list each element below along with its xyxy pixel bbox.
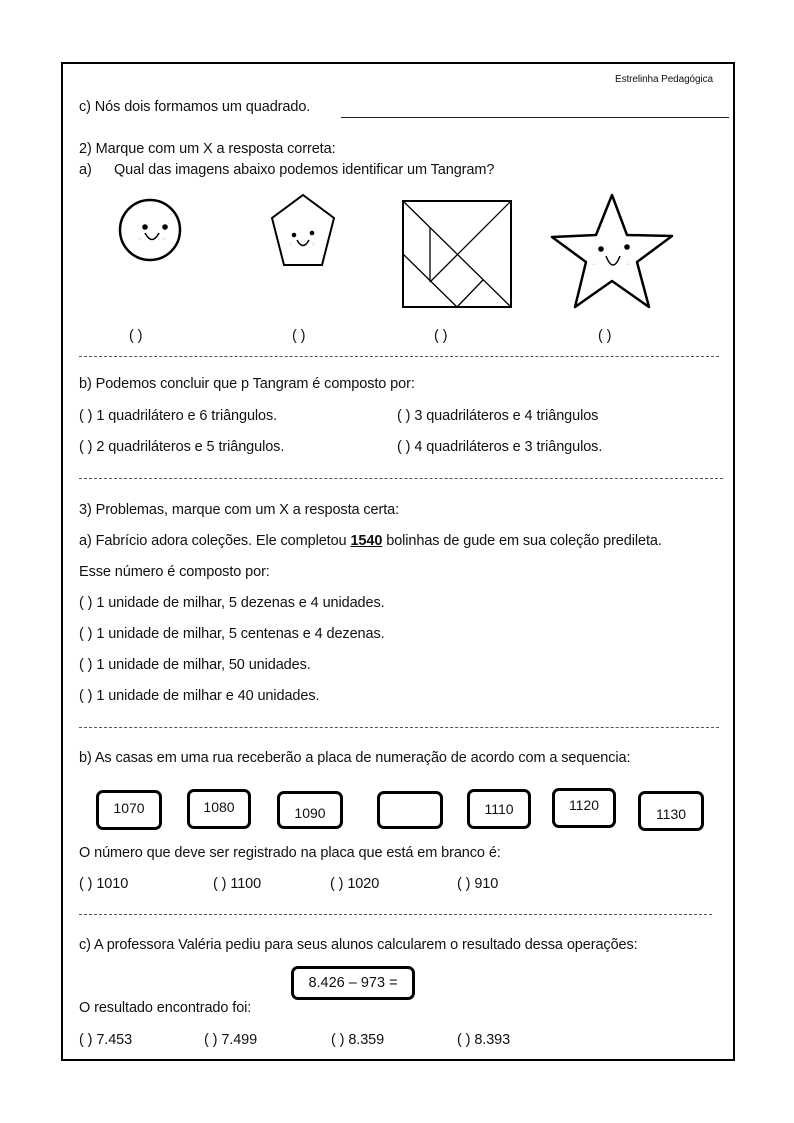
option-3c-3[interactable]: ( ) 8.359 <box>331 1032 385 1048</box>
option-3b-1[interactable]: ( ) 1010 <box>79 876 129 892</box>
option-2b-3[interactable]: ( ) 2 quadriláteros e 5 triângulos. <box>79 439 285 455</box>
option-3b-4[interactable]: ( ) 910 <box>457 876 499 892</box>
pentagon-shape <box>272 195 334 265</box>
question-3a-text <box>79 533 662 549</box>
question-2a-label: a) <box>79 162 92 178</box>
divider <box>79 356 719 357</box>
option-3a-1[interactable]: ( ) 1 unidade de milhar, 5 dezenas e 4 unidades. <box>79 595 385 611</box>
eye-right <box>310 231 315 236</box>
house-plate: 1080 <box>187 789 251 829</box>
star-shape <box>552 195 672 307</box>
circle-shape <box>120 200 180 260</box>
checkbox-pentagon[interactable]: ( ) <box>292 328 306 344</box>
house-plate: 1070 <box>96 790 162 830</box>
brand-label: Estrelinha Pedagógica <box>615 74 713 85</box>
question-3c-prompt: O resultado encontrado foi: <box>79 1000 252 1016</box>
question-3a-subtext: Esse número é composto por: <box>79 564 270 580</box>
cheek-right: ∴ <box>163 236 167 242</box>
option-3c-1[interactable]: ( ) 7.453 <box>79 1032 133 1048</box>
house-plate-blank[interactable] <box>377 791 443 829</box>
option-3a-3[interactable]: ( ) 1 unidade de milhar, 50 unidades. <box>79 657 311 673</box>
question-2a-text: Qual das imagens abaixo podemos identificar um Tangram? <box>114 162 495 178</box>
eye-left <box>142 224 148 230</box>
cheek-left: ∴ <box>138 236 142 242</box>
question-2b-text: b) Podemos concluir que p Tangram é composto por: <box>79 376 415 392</box>
tangram-image <box>402 200 512 308</box>
eye-right <box>624 244 630 250</box>
divider <box>79 914 712 915</box>
question-3a-text-after: bolinhas de gude em sua coleção predileta. <box>382 533 662 549</box>
house-plate: 1130 <box>638 791 704 831</box>
pentagon-face-image <box>268 193 338 267</box>
option-3a-2[interactable]: ( ) 1 unidade de milhar, 5 centenas e 4 dezenas. <box>79 626 385 642</box>
question-3b-prompt: O número que deve ser registrado na placa que está em branco é: <box>79 845 501 861</box>
cheek-left: ∴ <box>593 261 597 267</box>
question-1c-text: c) Nós dois formamos um quadrado. <box>79 99 311 115</box>
checkbox-tangram[interactable]: ( ) <box>434 328 448 344</box>
question-3b-text: b) As casas em uma rua receberão a placa de numeração de acordo com a sequencia: <box>79 750 631 766</box>
eye-left <box>292 233 297 238</box>
house-plate: 1110 <box>467 789 531 829</box>
option-3a-4[interactable]: ( ) 1 unidade de milhar e 40 unidades. <box>79 688 320 704</box>
option-3b-2[interactable]: ( ) 1100 <box>213 876 262 892</box>
question-3c-text: c) A professora Valéria pediu para seus alunos calcularem o resultado dessa operações: <box>79 937 638 953</box>
option-2b-1[interactable]: ( ) 1 quadrilátero e 6 triângulos. <box>79 408 278 424</box>
question-3a-text-before: a) Fabrício adora coleções. Ele completou <box>79 533 351 549</box>
cheek-right: ∴ <box>312 241 316 247</box>
eye-left <box>598 246 604 252</box>
cheek-right: ∴ <box>626 261 630 267</box>
option-2b-2[interactable]: ( ) 3 quadriláteros e 4 triângulos <box>397 408 599 424</box>
option-2b-4[interactable]: ( ) 4 quadriláteros e 3 triângulos. <box>397 439 603 455</box>
answer-line[interactable] <box>341 117 729 118</box>
house-plate: 1120 <box>552 788 616 828</box>
eye-right <box>162 224 168 230</box>
question-2-title: 2) Marque com um X a resposta correta: <box>79 141 336 157</box>
divider <box>79 727 719 728</box>
option-3c-2[interactable]: ( ) 7.499 <box>204 1032 258 1048</box>
checkbox-star[interactable]: ( ) <box>598 328 612 344</box>
question-3-title: 3) Problemas, marque com um X a resposta certa: <box>79 502 400 518</box>
option-3b-3[interactable]: ( ) 1020 <box>330 876 380 892</box>
option-3c-4[interactable]: ( ) 8.393 <box>457 1032 511 1048</box>
house-plate: 1090 <box>277 791 343 829</box>
highlight-number: 1540 <box>350 533 383 549</box>
checkbox-circle[interactable]: ( ) <box>129 328 143 344</box>
divider <box>79 478 723 479</box>
star-face-image <box>550 192 674 312</box>
cheek-left: ∴ <box>289 241 293 247</box>
circle-face-image <box>118 198 182 262</box>
operation-box: 8.426 – 973 = <box>291 966 415 1000</box>
